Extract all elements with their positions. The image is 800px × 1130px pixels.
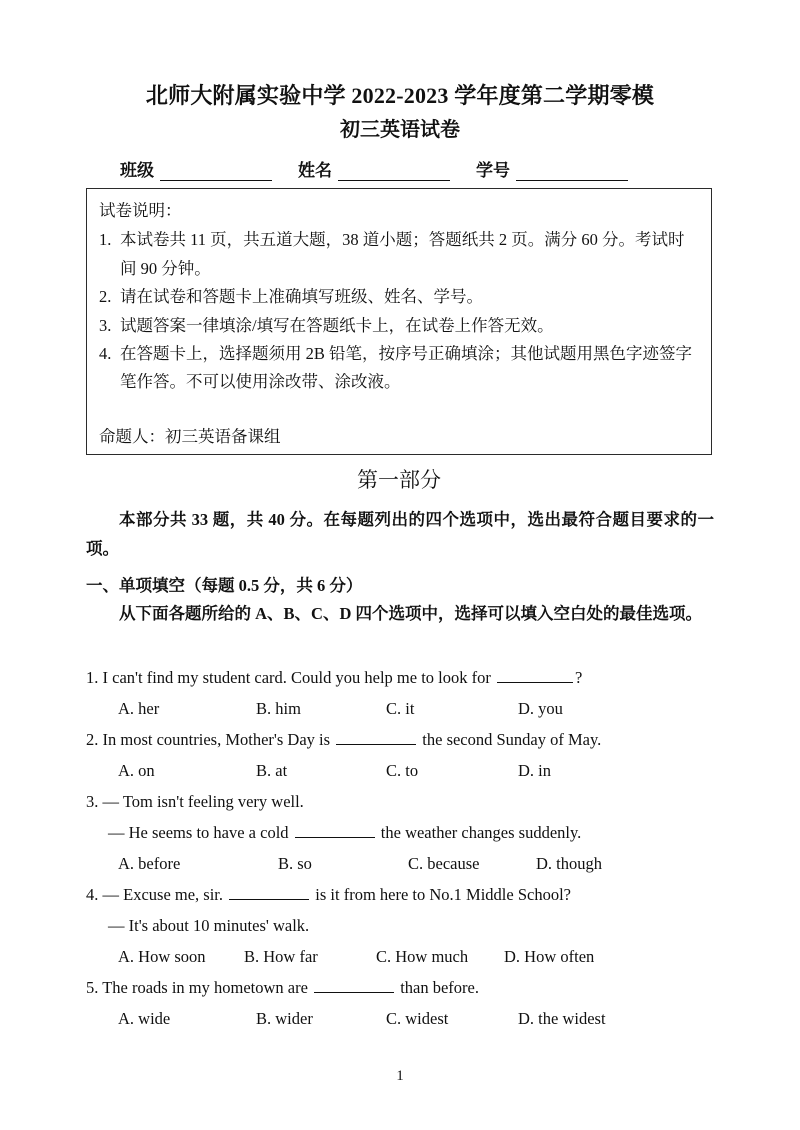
option-c-label: C. (408, 854, 424, 873)
page-title: 北师大附属实验中学 2022-2023 学年度第二学期零模 (145, 83, 655, 108)
page-number: 1 (396, 1068, 404, 1084)
question-item (86, 879, 716, 972)
option-c-label: C. (386, 761, 402, 780)
identity-field-name (298, 156, 450, 181)
notice-item-text: 试题答案一律填涂/填写在答题纸卡上，在试卷上作答无效。 (120, 315, 554, 335)
identity-field-class (120, 156, 272, 181)
option-b-text: him (275, 699, 301, 718)
question-stem-before: The roads in my hometown are (102, 978, 308, 997)
part-title: 第一部分 (357, 468, 441, 492)
option-d-text: in (538, 761, 552, 780)
identity-label-name: 姓名 (298, 161, 332, 180)
option-a-label: A. (118, 761, 135, 780)
option-a-text: before (138, 854, 181, 873)
option-d-label: D. (518, 1009, 535, 1028)
question-stem (86, 724, 716, 755)
option-a-text: How soon (138, 947, 206, 966)
part-intro-text: 本部分共 33 题，共 40 分。在每题列出的四个选项中，选出最符合题目要求的一项。 (86, 510, 714, 558)
option-c[interactable] (386, 755, 418, 786)
notice-heading: 试卷说明： (99, 201, 182, 220)
question-number: 5. (86, 978, 99, 997)
option-a-text: on (138, 761, 155, 780)
question-number: 2. (86, 730, 99, 749)
notice-item-text: 本试卷共 11 页，共五道大题，38 道小题；答题纸共 2 页。满分 60 分。考试时间 90 分钟。 (120, 230, 685, 278)
identity-fields-row (120, 155, 700, 181)
question-stem-line-2 (86, 817, 716, 848)
option-a-label: A. (118, 854, 135, 873)
question-item (86, 662, 716, 724)
notice-item-number: 2. (99, 287, 112, 307)
question-item (86, 786, 716, 879)
answer-blank[interactable] (229, 885, 309, 900)
option-d-label: D. (536, 854, 553, 873)
notice-item-number: 4. (99, 343, 112, 363)
identity-blank-class[interactable] (160, 164, 272, 181)
option-a[interactable] (118, 848, 180, 879)
notice-item-text: 请在试卷和答题卡上准确填写班级、姓名、学号。 (120, 287, 483, 307)
dialogue-line-1-after: is it from here to No.1 Middle School? (315, 885, 571, 904)
answer-blank[interactable] (497, 668, 573, 683)
option-d-label: D. (504, 947, 521, 966)
option-b-text: so (297, 854, 312, 873)
question-stem-before: I can't find my student card. Could you help me to look for (102, 668, 491, 687)
question-options (86, 693, 716, 724)
identity-field-student-id (476, 156, 628, 181)
identity-blank-student-id[interactable] (516, 164, 628, 181)
page-subtitle: 初三英语试卷 (340, 119, 460, 141)
question-list (86, 662, 716, 1034)
option-c-label: C. (376, 947, 392, 966)
option-c[interactable] (386, 693, 414, 724)
option-a-label: A. (118, 947, 135, 966)
question-stem-line-1 (86, 786, 716, 817)
option-a-text: wide (138, 1009, 171, 1028)
dialogue-line-2-after: the weather changes suddenly. (380, 823, 582, 842)
section-heading: 一、单项填空（每题 0.5 分，共 6 分） (86, 576, 363, 595)
option-c[interactable] (386, 1003, 448, 1034)
question-number: 3. (86, 792, 99, 811)
option-b[interactable] (256, 693, 301, 724)
notice-item (99, 340, 699, 397)
option-b-label: B. (256, 761, 272, 780)
option-c-label: C. (386, 699, 402, 718)
question-stem-after: ? (574, 668, 583, 687)
question-stem-line-1 (86, 879, 716, 910)
question-stem-after: than before. (400, 978, 479, 997)
identity-blank-name[interactable] (338, 164, 450, 181)
notice-item-number: 1. (99, 230, 112, 250)
option-d[interactable] (504, 941, 594, 972)
notice-item (99, 312, 699, 340)
section-intro-text: 从下面各题所给的 A、B、C、D 四个选项中，选择可以填入空白处的最佳选项。 (119, 604, 703, 623)
question-options (86, 1003, 716, 1034)
option-a[interactable] (118, 755, 155, 786)
answer-blank[interactable] (336, 730, 416, 745)
question-item (86, 724, 716, 786)
option-b-label: B. (256, 1009, 272, 1028)
identity-label-student-id: 学号 (476, 161, 510, 180)
dialogue-line-1-before: — Excuse me, sir. (102, 885, 224, 904)
question-options (86, 755, 716, 786)
option-d[interactable] (518, 1003, 606, 1034)
option-b-label: B. (278, 854, 294, 873)
answer-blank[interactable] (314, 978, 394, 993)
dialogue-line-1: — Tom isn't feeling very well. (102, 792, 304, 811)
option-c-text: widest (405, 1009, 449, 1028)
option-d-text: though (556, 854, 603, 873)
dialogue-line-2: — It's about 10 minutes' walk. (108, 916, 310, 935)
option-c-text: because (427, 854, 480, 873)
option-b-label: B. (244, 947, 260, 966)
answer-blank[interactable] (295, 823, 375, 838)
question-number: 1. (86, 668, 99, 687)
option-a[interactable] (118, 693, 159, 724)
identity-label-class: 班级 (120, 161, 154, 180)
option-b-label: B. (256, 699, 272, 718)
notice-item (99, 283, 699, 311)
option-d-label: D. (518, 761, 535, 780)
option-c-text: How much (395, 947, 469, 966)
notice-item (99, 226, 699, 283)
option-b-text: How far (263, 947, 318, 966)
question-number: 4. (86, 885, 99, 904)
option-d-text: the widest (538, 1009, 606, 1028)
question-item (86, 972, 716, 1034)
notice-item-text: 在答题卡上，选择题须用 2B 铅笔，按序号正确填涂；其他试题用黑色字迹签字笔作答。不可以使用涂改带、涂改液。 (120, 343, 693, 392)
option-d[interactable] (536, 848, 602, 879)
dialogue-line-2-before: — He seems to have a cold (108, 823, 289, 842)
option-c-text: to (405, 761, 419, 780)
option-b-text: wider (275, 1009, 313, 1028)
option-d-label: D. (518, 699, 535, 718)
option-a[interactable] (118, 941, 206, 972)
option-b[interactable] (278, 848, 312, 879)
question-options (86, 941, 716, 972)
option-c[interactable] (408, 848, 479, 879)
option-a-text: her (138, 699, 160, 718)
option-b[interactable] (256, 755, 287, 786)
question-stem-line-2 (86, 910, 716, 941)
question-options (86, 848, 716, 879)
exam-notice-box (86, 188, 712, 455)
notice-author-line: 命题人：初三英语备课组 (99, 426, 281, 446)
option-b[interactable] (256, 1003, 313, 1034)
option-b-text: at (275, 761, 288, 780)
option-a-label: A. (118, 1009, 135, 1028)
option-b[interactable] (244, 941, 318, 972)
option-d-text: you (538, 699, 563, 718)
option-c-label: C. (386, 1009, 402, 1028)
option-a-label: A. (118, 699, 135, 718)
option-d-text: How often (524, 947, 595, 966)
option-c[interactable] (376, 941, 468, 972)
option-a[interactable] (118, 1003, 170, 1034)
option-c-text: it (405, 699, 415, 718)
option-d[interactable] (518, 693, 563, 724)
option-d[interactable] (518, 755, 551, 786)
question-stem-after: the second Sunday of May. (422, 730, 602, 749)
question-stem-before: In most countries, Mother's Day is (102, 730, 331, 749)
notice-item-number: 3. (99, 315, 112, 335)
question-stem (86, 662, 716, 693)
question-stem (86, 972, 716, 1003)
